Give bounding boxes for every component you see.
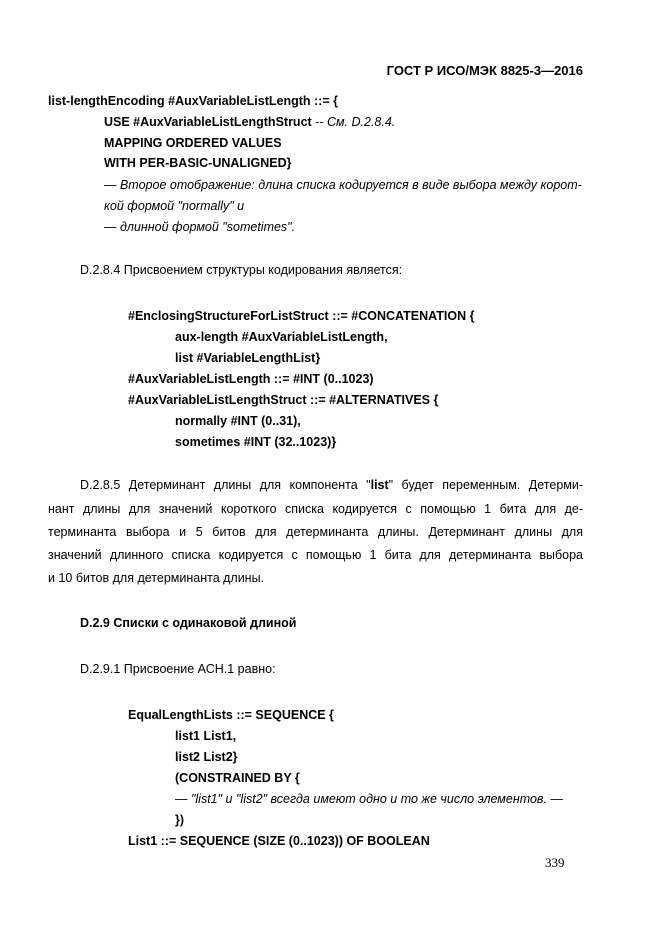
paragraph-d291: D.2.9.1 Присвоение АСН.1 равно:	[80, 662, 276, 676]
comment-line: кой формой "normally" и	[104, 199, 245, 213]
code-line: #EnclosingStructureForListStruct ::= #CONCATENATION {	[128, 309, 475, 323]
page-number: 339	[545, 855, 565, 870]
paragraph-d285-line: нант длины для значений короткого списка кодируется с помощью 1 бита для де-	[48, 502, 583, 516]
document-header: ГОСТ Р ИСО/МЭК 8825-3—2016	[386, 63, 583, 78]
comment-line: — "list1" и "list2" всегда имеют одно и то же число элементов. —	[175, 792, 563, 806]
code-line: sometimes #INT (32..1023)}	[175, 435, 337, 449]
code-line: (CONSTRAINED BY {	[175, 771, 300, 785]
code-line: })	[175, 813, 185, 827]
code-line: EqualLengthLists ::= SEQUENCE {	[128, 708, 334, 722]
code-line: normally #INT (0..31),	[175, 414, 301, 428]
code-line: WITH PER-BASIC-UNALIGNED}	[104, 156, 292, 170]
code-line: #AuxVariableListLength ::= #INT (0..1023)	[128, 372, 374, 386]
code-line: list #VariableLengthList}	[175, 351, 321, 365]
paragraph-d285-line: D.2.8.5 Детерминант длины для компонента "list" будет переменным. Детерми-	[80, 478, 584, 492]
code-line: #AuxVariableListLengthStruct ::= #ALTERNATIVES {	[128, 393, 439, 407]
paragraph-d285-line: и 10 битов для детерминанта длины.	[48, 571, 265, 585]
code-line: list1 List1,	[175, 729, 237, 743]
code-line: list-lengthEncoding #AuxVariableListLength ::= {	[48, 94, 338, 108]
comment-line: — длинной формой "sometimes".	[104, 220, 296, 234]
code-comment: -- См. D.2.8.4.	[311, 115, 396, 129]
code-line	[104, 114, 395, 130]
paragraph-d285-line: терминанта выбора и 5 битов для детерминанта длины. Детерминант длины для	[48, 525, 583, 539]
code-line: aux-length #AuxVariableListLength,	[175, 330, 388, 344]
comment-line: — Второе отображение: длина списка кодируется в виде выбора между корот-	[104, 178, 582, 192]
code-line: List1 ::= SEQUENCE (SIZE (0..1023)) OF BOOLEAN	[128, 834, 430, 848]
paragraph-d285-line: значений длинного списка кодируется с помощью 1 бита для детерминанта выбора	[48, 548, 583, 562]
section-heading: D.2.9 Списки с одинаковой длиной	[80, 616, 297, 630]
paragraph-d284: D.2.8.4 Присвоением структуры кодирования является:	[80, 263, 403, 277]
list-keyword: list	[370, 478, 389, 492]
code-line: MAPPING ORDERED VALUES	[104, 136, 282, 150]
code-text: USE #AuxVariableListLengthStruct	[104, 115, 312, 129]
code-line: list2 List2}	[175, 750, 238, 764]
